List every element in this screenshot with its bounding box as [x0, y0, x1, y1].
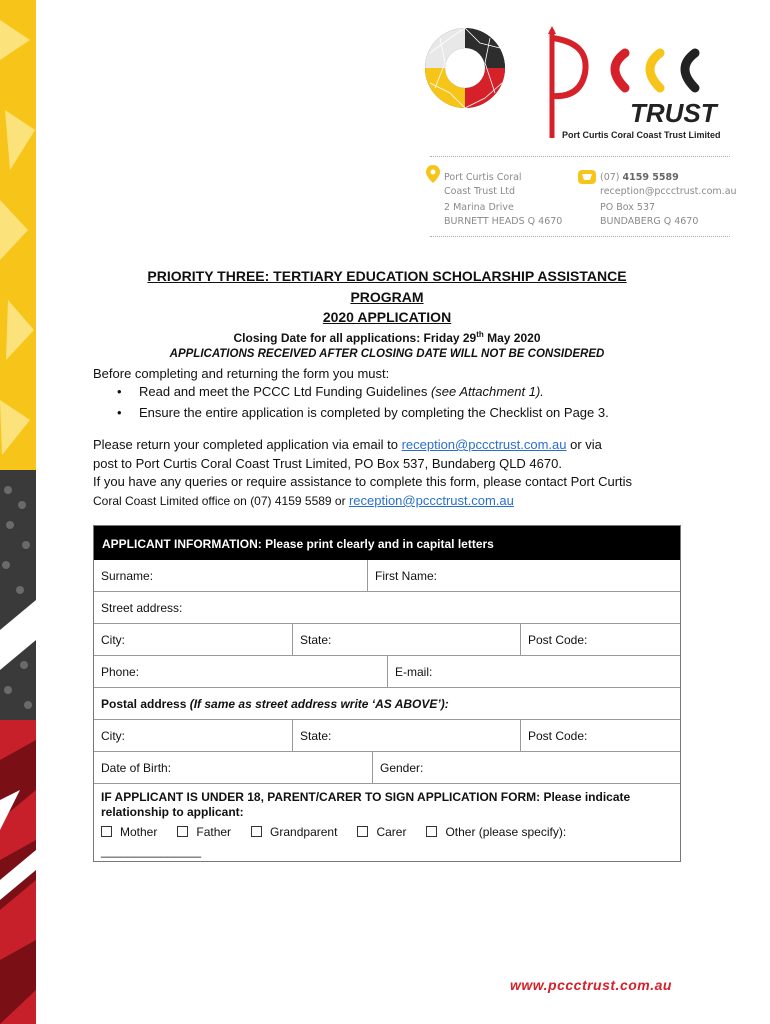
logo-trust-text: TRUST: [630, 98, 717, 128]
checkbox-icon[interactable]: [177, 826, 188, 837]
postal-post-code-field[interactable]: Post Code:: [520, 720, 680, 751]
page-title-line1: PRIORITY THREE: TERTIARY EDUCATION SCHOLARSHIP ASSISTANCE: [147, 268, 627, 284]
footer-website[interactable]: www.pccctrust.com.au: [510, 977, 672, 993]
phone-icon: [578, 170, 596, 184]
option-other[interactable]: [426, 825, 566, 839]
relationship-options: [101, 825, 586, 839]
option-mother[interactable]: [101, 825, 157, 839]
instructions-intro: Before completing and returning the form you must:: [93, 366, 390, 381]
divider-bottom: [430, 236, 730, 237]
queries-email-link[interactable]: reception@pccctrust.com.au: [348, 493, 514, 508]
email-field[interactable]: E-mail:: [387, 656, 680, 687]
closing-warning: APPLICATIONS RECEIVED AFTER CLOSING DATE WILL NOT BE CONSIDERED: [169, 348, 605, 360]
bullet1-italic: (see Attachment 1).: [430, 384, 544, 399]
queries-line2: [93, 493, 514, 508]
other-specify-line[interactable]: _______________: [101, 844, 202, 858]
decorative-side-band: [0, 0, 36, 1024]
page-title-line3: 2020 APPLICATION: [322, 309, 452, 325]
option-label: Other (please specify):: [445, 825, 567, 839]
form-header: APPLICANT INFORMATION: Please print clearly and in capital letters: [94, 526, 680, 560]
logo-ring-icon: [425, 28, 505, 108]
address-line: BURNETT HEADS Q 4670: [444, 215, 563, 227]
street-address-field[interactable]: Street address:: [101, 601, 183, 615]
pccc-trust-logo: [420, 18, 730, 148]
post-code-field[interactable]: Post Code:: [520, 624, 680, 655]
dob-field[interactable]: Date of Birth:: [101, 761, 172, 775]
checkbox-icon[interactable]: [357, 826, 368, 837]
logo-tagline: Port Curtis Coral Coast Trust Limited: [562, 130, 721, 140]
option-label: Father: [196, 825, 232, 839]
postal-state-field[interactable]: State:: [292, 720, 520, 751]
applicant-form: [93, 525, 681, 862]
bullet1-text: Read and meet the PCCC Ltd Funding Guidelines: [139, 384, 431, 399]
bullet-icon: •: [117, 405, 122, 420]
closing-prefix: Closing Date for all applications: Friday 29: [233, 331, 477, 345]
option-label: Mother: [120, 825, 158, 839]
parent-note: IF APPLICANT IS UNDER 18, PARENT/CARER TO SIGN APPLICATION FORM: Please indicate relationship to applicant:: [101, 790, 631, 819]
parent-carer-section: [94, 783, 680, 861]
address-line: 2 Marina Drive: [444, 202, 514, 213]
bullet-checklist: [117, 405, 609, 420]
gender-field[interactable]: Gender:: [372, 752, 680, 783]
option-label: Grandparent: [270, 825, 338, 839]
return-line2: post to Port Curtis Coral Coast Trust Limited, PO Box 537, Bundaberg QLD 4670.: [93, 456, 562, 471]
contact-block: [600, 171, 737, 228]
checkbox-icon[interactable]: [426, 826, 437, 837]
city-field[interactable]: City:: [101, 633, 125, 647]
po-box-line: PO Box 537: [600, 202, 656, 213]
page-title-line2: PROGRAM: [350, 289, 424, 305]
bullet2-text: Ensure the entire application is completed by completing the Checklist on Page 3.: [139, 405, 609, 420]
phone-prefix: (07): [600, 172, 623, 183]
bullet-guidelines: [117, 384, 544, 399]
option-carer[interactable]: [357, 825, 406, 839]
location-pin-icon: [426, 165, 440, 183]
checkbox-icon[interactable]: [251, 826, 262, 837]
return-suffix: or via: [566, 437, 602, 452]
queries-line1: If you have any queries or require assistance to complete this form, please contact Port Curtis: [93, 474, 633, 489]
first-name-field[interactable]: First Name:: [367, 560, 680, 591]
contact-email[interactable]: reception@pccctrust.com.au: [600, 185, 737, 197]
address-block: [444, 171, 562, 228]
return-prefix: Please return your completed application via email to: [93, 437, 402, 452]
return-line1: [93, 437, 602, 452]
surname-field[interactable]: Surname:: [101, 569, 154, 583]
closing-suffix: May 2020: [483, 331, 541, 345]
option-label: Carer: [376, 825, 407, 839]
queries-prefix: Coral Coast Limited office on (07) 4159 5589 or: [93, 494, 349, 508]
address-line: Coast Trust Ltd: [444, 185, 516, 197]
po-box-line: BUNDABERG Q 4670: [600, 215, 699, 227]
postal-address-field[interactable]: [94, 688, 680, 719]
address-line: Port Curtis Coral: [444, 172, 522, 183]
checkbox-icon[interactable]: [101, 826, 112, 837]
closing-sup: th: [476, 330, 484, 339]
phone-field[interactable]: Phone:: [101, 665, 140, 679]
postal-label: Postal address: [101, 697, 190, 711]
postal-note: (If same as street address write ‘AS ABOVE’):: [189, 697, 449, 711]
bullet-icon: •: [117, 384, 122, 399]
state-field[interactable]: State:: [292, 624, 520, 655]
phone-number: 4159 5589: [622, 172, 679, 183]
postal-city-field[interactable]: City:: [101, 729, 125, 743]
divider-top: [430, 156, 730, 157]
option-grandparent[interactable]: [251, 825, 337, 839]
closing-date: [100, 330, 674, 345]
return-email-link[interactable]: reception@pccctrust.com.au: [401, 437, 567, 452]
option-father[interactable]: [177, 825, 231, 839]
